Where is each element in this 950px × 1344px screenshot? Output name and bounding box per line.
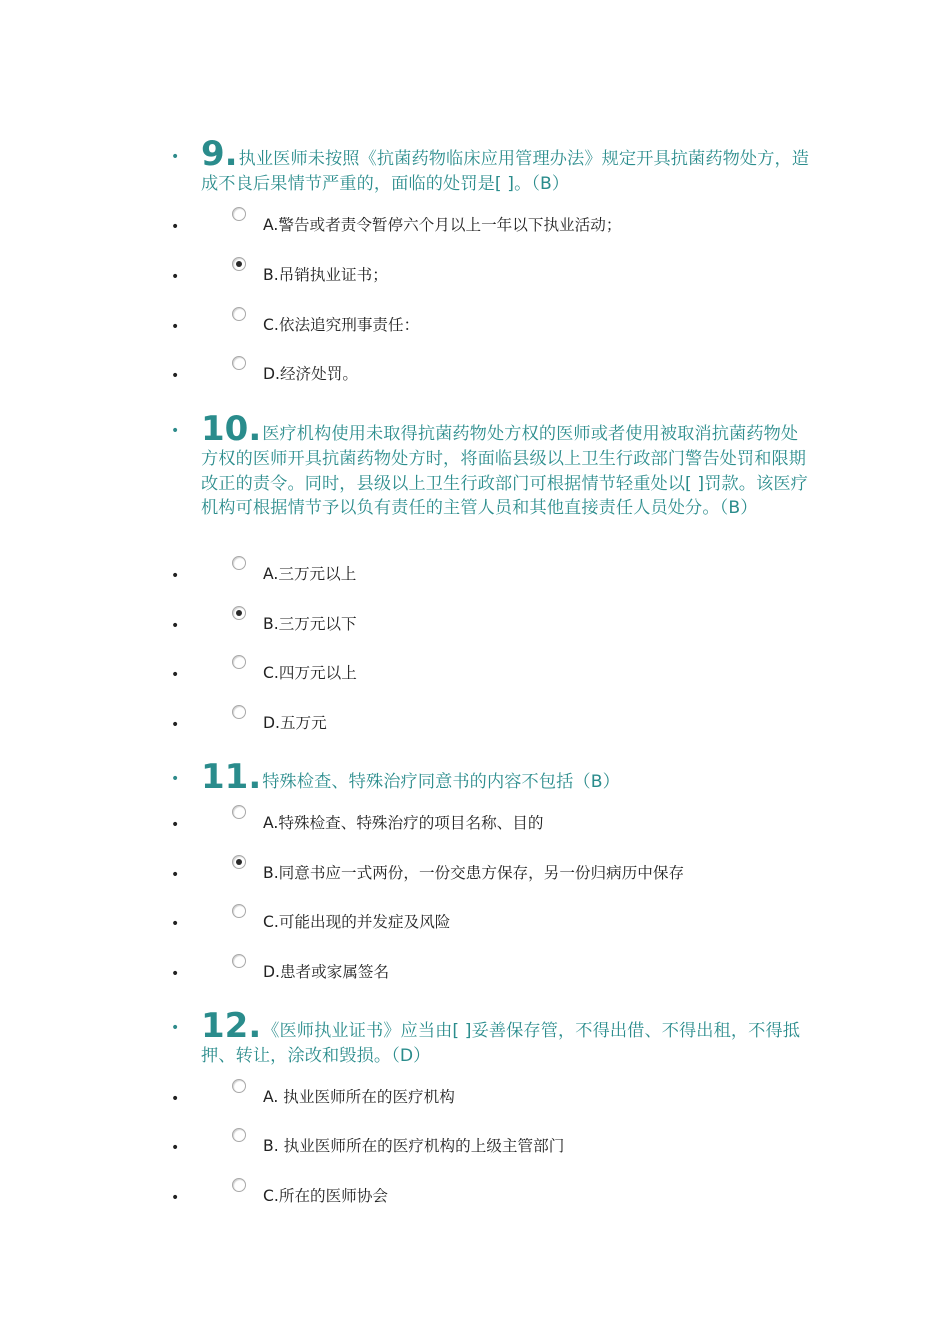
option-label: A.警告或者责令暂停六个月以上一年以下执业活动； bbox=[263, 216, 622, 234]
option-row bbox=[0, 812, 950, 836]
bullet: • bbox=[171, 319, 180, 335]
question-number: 10. bbox=[201, 409, 262, 449]
option-label: B. 执业医师所在的医疗机构的上级主管部门 bbox=[263, 1137, 565, 1155]
option-row bbox=[0, 961, 950, 985]
question-number: 9. bbox=[201, 134, 238, 174]
option-label: A. 执业医师所在的医疗机构 bbox=[263, 1088, 455, 1106]
question-stem bbox=[201, 1006, 813, 1069]
radio-button[interactable] bbox=[232, 356, 246, 370]
option-row bbox=[0, 264, 950, 288]
radio-button[interactable] bbox=[232, 904, 246, 918]
option-row bbox=[0, 911, 950, 935]
option-row bbox=[0, 1135, 950, 1159]
bullet: • bbox=[171, 618, 180, 634]
bullet: • bbox=[171, 771, 180, 787]
option-label: B.三万元以下 bbox=[263, 615, 357, 633]
radio-selected-dot bbox=[236, 610, 242, 616]
bullet: • bbox=[171, 817, 180, 833]
option-row bbox=[0, 1086, 950, 1110]
bullet: • bbox=[171, 667, 180, 683]
option-row bbox=[0, 563, 950, 587]
question-stem bbox=[201, 757, 813, 797]
radio-button[interactable] bbox=[232, 805, 246, 819]
bullet: • bbox=[171, 867, 180, 883]
option-row bbox=[0, 862, 950, 886]
option-label: D.患者或家属签名 bbox=[263, 963, 390, 981]
bullet: • bbox=[171, 568, 180, 584]
bullet: • bbox=[171, 916, 180, 932]
option-label: B.同意书应一式两份，一份交患方保存，另一份归病历中保存 bbox=[263, 864, 685, 882]
radio-selected-dot bbox=[236, 261, 242, 267]
bullet: • bbox=[171, 269, 180, 285]
bullet: • bbox=[171, 219, 180, 235]
question-stem bbox=[201, 409, 813, 521]
option-label: A.三万元以上 bbox=[263, 565, 357, 583]
bullet: • bbox=[171, 149, 180, 165]
question-text: 医疗机构使用未取得抗菌药物处方权的医师或者使用被取消抗菌药物处方权的医师开具抗菌药物处方时，将面临县级以上卫生行政部门警告处罚和限期改正的责令。同时，县级以上卫生行政部门可根据情节轻重处以[ ]罚款。该医疗机构可根据情节予以负有责任的主管人员和其他直接责任人员处分。（B） bbox=[201, 424, 808, 519]
bullet: • bbox=[171, 1140, 180, 1156]
radio-button-selected[interactable] bbox=[232, 257, 246, 271]
option-label: A.特殊检查、特殊治疗的项目名称、目的 bbox=[263, 814, 544, 832]
radio-button[interactable] bbox=[232, 655, 246, 669]
question-stem bbox=[201, 134, 813, 197]
bullet: • bbox=[171, 423, 180, 439]
option-label: D.五万元 bbox=[263, 714, 327, 732]
bullet: • bbox=[171, 368, 180, 384]
question-text: 特殊检查、特殊治疗同意书的内容不包括（B） bbox=[262, 772, 620, 792]
bullet: • bbox=[171, 1190, 180, 1206]
option-label: C.四万元以上 bbox=[263, 664, 357, 682]
bullet: • bbox=[171, 717, 180, 733]
question-text: 执业医师未按照《抗菌药物临床应用管理办法》规定开具抗菌药物处方，造成不良后果情节严重的，面临的处罚是[ ]。（B） bbox=[201, 149, 810, 194]
radio-button[interactable] bbox=[232, 207, 246, 221]
bullet: • bbox=[171, 1091, 180, 1107]
radio-button[interactable] bbox=[232, 954, 246, 968]
option-label: C.可能出现的并发症及风险 bbox=[263, 913, 451, 931]
option-row bbox=[0, 1185, 950, 1209]
question-text: 《医师执业证书》应当由[ ]妥善保存管，不得出借、不得出租，不得抵押、转让，涂改和毁损。（D） bbox=[201, 1021, 801, 1066]
option-row bbox=[0, 314, 950, 338]
option-row bbox=[0, 363, 950, 387]
radio-button[interactable] bbox=[232, 1178, 246, 1192]
option-row bbox=[0, 613, 950, 637]
radio-button-selected[interactable] bbox=[232, 606, 246, 620]
option-label: B.吊销执业证书； bbox=[263, 266, 388, 284]
radio-button[interactable] bbox=[232, 705, 246, 719]
bullet: • bbox=[171, 966, 180, 982]
question-number: 11. bbox=[201, 757, 262, 797]
option-row bbox=[0, 662, 950, 686]
option-row bbox=[0, 712, 950, 736]
bullet: • bbox=[171, 1020, 180, 1036]
question-number: 12. bbox=[201, 1006, 262, 1046]
option-label: C.依法追究刑事责任： bbox=[263, 316, 420, 334]
radio-selected-dot bbox=[236, 859, 242, 865]
option-label: C.所在的医师协会 bbox=[263, 1187, 389, 1205]
option-label: D.经济处罚。 bbox=[263, 365, 358, 383]
radio-button-selected[interactable] bbox=[232, 855, 246, 869]
option-row bbox=[0, 214, 950, 238]
radio-button[interactable] bbox=[232, 307, 246, 321]
radio-button[interactable] bbox=[232, 1128, 246, 1142]
radio-button[interactable] bbox=[232, 1079, 246, 1093]
radio-button[interactable] bbox=[232, 556, 246, 570]
